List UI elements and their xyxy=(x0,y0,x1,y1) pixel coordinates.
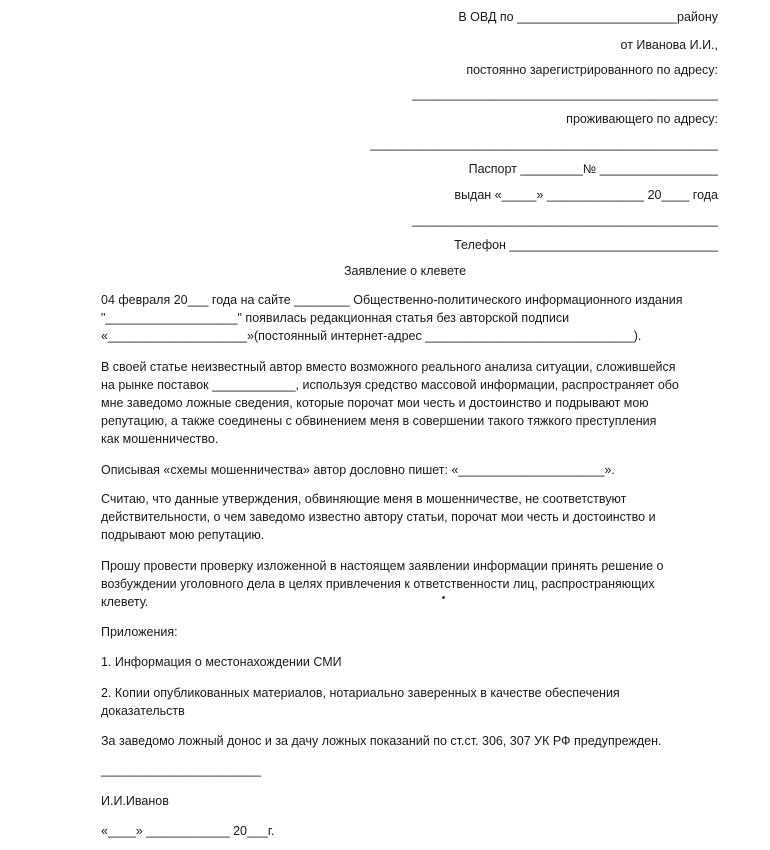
paragraph-2-line-2: на рынке поставок ____________, используя средство массовой информации, распространяет обо xyxy=(101,378,679,392)
header-issued-blank: ____________________________________________ xyxy=(412,213,718,227)
header-registered-blank: ____________________________________________ xyxy=(412,87,718,101)
paragraph-4-line-3: подрывают мою репутацию. xyxy=(101,528,265,542)
header-registered-label: постоянно зарегистрированного по адресу: xyxy=(466,63,718,77)
attachments-label: Приложения: xyxy=(101,625,178,639)
stray-mark xyxy=(442,596,445,599)
header-from-line: от Иванова И.И., xyxy=(620,38,718,52)
paragraph-4-line-2: действительности, о чем заведомо известно автору статьи, порочат мои честь и достоинство и xyxy=(101,510,656,524)
paragraph-1-line-2: "___________________" появилась редакционная статья без авторской подписи xyxy=(101,311,570,325)
header-passport-line: Паспорт _________№ _________________ xyxy=(468,162,718,176)
header-residing-blank: __________________________________________________ xyxy=(370,137,718,151)
header-phone-line: Телефон ______________________________ xyxy=(454,238,718,252)
paragraph-2-line-5: как мошенничество. xyxy=(101,432,219,446)
paragraph-2-line-1: В своей статье неизвестный автор вместо возможного реального анализа ситуации, сложившейся xyxy=(101,360,676,374)
paragraph-5-line-2: возбуждении уголовного дела в целях привлечения к ответственности лиц, распространяющих xyxy=(101,577,655,591)
paragraph-2-line-4: репутацию, а также соединены с обвинением меня в совершении такого тяжкого преступления xyxy=(101,414,657,428)
attachment-item-2-line-1: 2. Копии опубликованных материалов, нотариально заверенных в качестве обеспечения xyxy=(101,686,620,700)
paragraph-1-line-3: «____________________»(постоянный интернет-адрес ______________________________). xyxy=(101,329,642,343)
signature-blank: _______________________ xyxy=(101,763,261,777)
header-to-line: В ОВД по _______________________району xyxy=(458,10,718,24)
header-issued-line: выдан «_____» ______________ 20____ года xyxy=(454,188,718,202)
header-residing-label: проживающего по адресу: xyxy=(566,112,718,126)
paragraph-5-line-3: клевету. xyxy=(101,595,149,609)
document-title: Заявление о клевете xyxy=(344,264,467,278)
attachment-item-2-line-2: доказательств xyxy=(101,704,185,718)
perjury-warning: За заведомо ложный донос и за дачу ложных показаний по ст.ст. 306, 307 УК РФ предупрежден. xyxy=(101,734,662,748)
paragraph-1-line-1: 04 февраля 20___ года на сайте ________ Общественно-политического информационного издания xyxy=(101,293,683,307)
attachment-item-1: 1. Информация о местонахождении СМИ xyxy=(101,655,342,669)
paragraph-3: Описывая «схемы мошенничества» автор дословно пишет: «_____________________». xyxy=(101,463,615,477)
paragraph-5-line-1: Прошу провести проверку изложенной в настоящем заявлении информации принять решение о xyxy=(101,559,664,573)
signature-name: И.И.Иванов xyxy=(101,794,169,808)
paragraph-4-line-1: Считаю, что данные утверждения, обвиняющие меня в мошенничестве, не соответствуют xyxy=(101,492,627,506)
paragraph-2-line-3: мне заведомо ложные сведения, которые порочат мои честь и достоинство и подрывают мою xyxy=(101,396,649,410)
signature-date-line: «____» ____________ 20___г. xyxy=(101,824,275,838)
